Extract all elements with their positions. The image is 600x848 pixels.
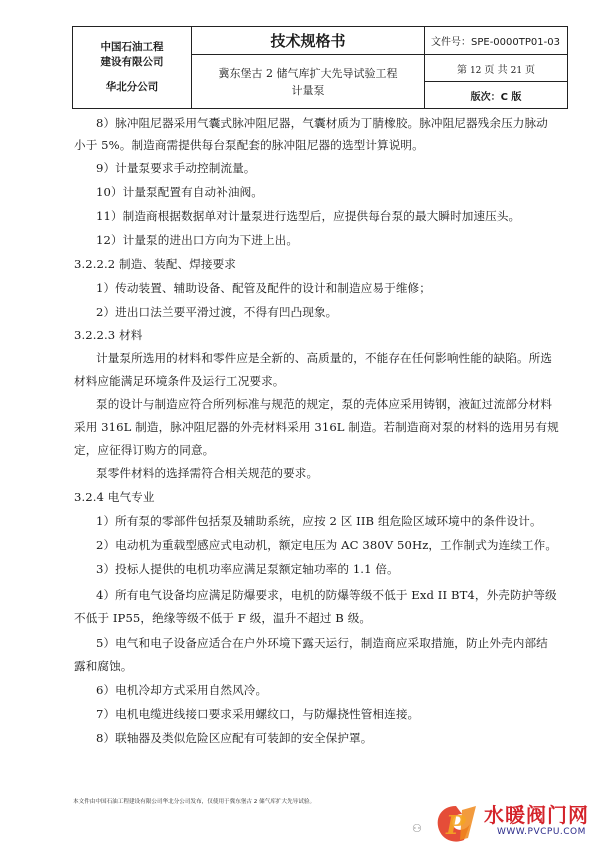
body-line: 1）所有泵的零部件包括泵及辅助系统，应按 2 区 IIB 组危险区域环境中的条件设计。 (96, 514, 542, 528)
body-line: 7）电机电缆进线接口要求采用螺纹口，与防爆挠性管相连接。 (96, 707, 420, 721)
body-line: 不低于 IP55，绝缘等级不低于 F 级，温升不超过 B 级。 (74, 611, 372, 625)
body-line: 10）计量泵配置有自动补油阀。 (96, 185, 263, 199)
org-name-line1: 中国石油工程 (100, 41, 164, 53)
doc-title: 技术规格书 (192, 27, 425, 55)
body-line: 12）计量泵的进出口方向为下进上出。 (96, 233, 299, 247)
body-line: 8）联轴器及类似危险区应配有可装卸的安全保护罩。 (96, 731, 373, 745)
section-heading: 3.2.2.2 制造、装配、焊接要求 (74, 257, 236, 271)
body-line: 材料应能满足环境条件及运行工况要求。 (74, 374, 285, 388)
footer-note: 本文件由中国石油工程建设有限公司华北分公司发布，仅使用于冀东堡古 2 储气库扩大先导试验。 (73, 799, 316, 805)
body-line: 露和腐蚀。 (74, 659, 133, 673)
svg-text:P: P (446, 811, 466, 841)
body-line: 11）制造商根据数据单对计量泵进行选型后，应提供每台泵的最大瞬时加速压头。 (96, 209, 521, 223)
current-page: 12 (469, 65, 482, 76)
body-line: 8）脉冲阻尼器采用气囊式脉冲阻尼器，气囊材质为丁腈橡胶。脉冲阻尼器残余压力脉动 (96, 116, 548, 130)
project-title-cell (192, 55, 425, 109)
organization-cell (73, 27, 192, 109)
version-label: 版次：C 版 (425, 82, 568, 109)
body-line: 小于 5%。制造商需提供每台泵配套的脉冲阻尼器的选型计算说明。 (74, 138, 424, 152)
body-line: 采用 316L 制造，脉冲阻尼器的外壳材料采用 316L 制造。若制造商对泵的材料的选用另有规 (74, 420, 559, 434)
page-number: 第 12 页 共 21 页 (425, 55, 568, 82)
org-name-line2: 建设有限公司 (100, 56, 164, 68)
document-header-table (72, 26, 568, 109)
watermark-url: WWW.PVCPU.COM (497, 827, 586, 837)
wechat-icon: ⚇ (412, 822, 422, 835)
body-line: 9）计量泵要求手动控制流量。 (96, 161, 256, 175)
body-line: 1）传动装置、辅助设备、配管及配件的设计和制造应易于维修； (96, 281, 431, 295)
project-name: 冀东堡古 2 储气库扩大先导试验工程 (218, 66, 398, 80)
body-line: 定，应征得订购方的同意。 (74, 443, 215, 457)
body-line: 6）电机冷却方式采用自然风冷。 (96, 683, 268, 697)
equipment-name: 计量泵 (291, 83, 325, 97)
section-heading: 3.2.2.3 材料 (74, 328, 143, 342)
watermark-brand: 水暖阀门网 (484, 803, 589, 827)
body-line: 泵零件材料的选择需符合相关规范的要求。 (96, 466, 319, 480)
body-line: 2）进出口法兰要平滑过渡，不得有凹凸现象。 (96, 305, 338, 319)
body-line: 3）投标人提供的电机功率应满足泵额定轴功率的 1.1 倍。 (96, 562, 399, 576)
body-line: 泵的设计与制造应符合所列标准与规范的规定，泵的壳体应采用铸钢，液缸过流部分材料 (96, 397, 553, 411)
body-line: 计量泵所选用的材料和零件应是全新的、高质量的，不能存在任何影响性能的缺陷。所选 (96, 351, 553, 365)
body-line: 2）电动机为重载型感应式电动机，额定电压为 AC 380V 50Hz，工作制式为连续工作。 (96, 538, 558, 552)
org-branch: 华北分公司 (105, 81, 159, 93)
total-pages: 21 (510, 65, 523, 76)
body-line: 4）所有电气设备均应满足防爆要求，电机的防爆等级不低于 Exd II BT4，外壳防护等级 (96, 588, 557, 602)
section-heading: 3.2.4 电气专业 (74, 490, 155, 504)
file-number: 文件号：SPE-0000TP01-03 (425, 27, 568, 55)
body-line: 5）电气和电子设备应适合在户外环境下露天运行，制造商应采取措施，防止外壳内部结 (96, 636, 548, 650)
